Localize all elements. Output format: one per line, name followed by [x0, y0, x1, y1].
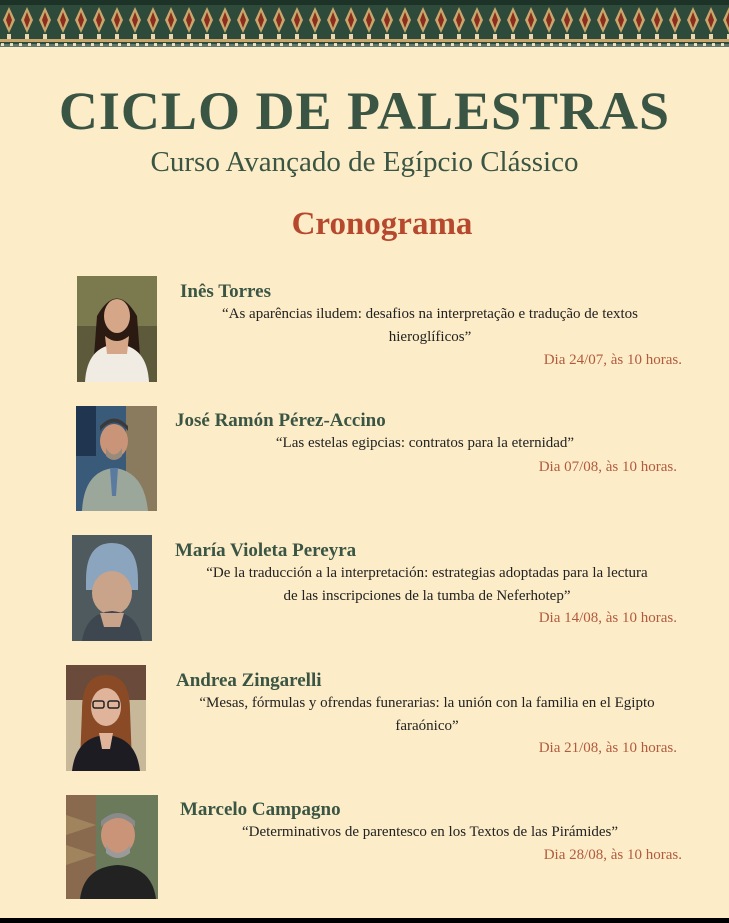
speaker-photo — [76, 406, 157, 511]
page-subtitle: Curso Avançado de Egípcio Clássico — [150, 146, 579, 178]
talk-title-line: “De la traducción a la interpretación: estrategias adoptadas para la lectura — [206, 565, 648, 581]
speaker-photo — [66, 795, 158, 899]
talk-date: Dia 24/07, às 10 horas. — [543, 352, 682, 368]
talk-date: Dia 14/08, às 10 horas. — [538, 610, 677, 626]
talk-title-line: “Mesas, fórmulas y ofrendas funerarias: la unión con la familia en el Egipto — [199, 695, 655, 711]
talk-title — [172, 692, 682, 738]
speaker-name: Andrea Zingarelli — [176, 670, 322, 691]
talk-title — [175, 432, 675, 455]
section-heading: Cronograma — [291, 206, 473, 242]
talk-date: Dia 21/08, às 10 horas. — [538, 740, 677, 756]
talk-date: Dia 28/08, às 10 horas. — [543, 847, 682, 863]
page-title: CICLO DE PALESTRAS — [58, 81, 671, 141]
speaker-photo — [72, 535, 152, 641]
talk-title — [180, 821, 680, 844]
speaker-photo — [77, 276, 157, 382]
talk-title-line: “Determinativos de parentesco en los Textos de las Pirámides” — [241, 824, 619, 840]
talk-title-line: de las inscripciones de la tumba de Neferhotep” — [283, 588, 571, 604]
talk-title — [172, 562, 682, 608]
talk-title-line: “Las estelas egipcias: contratos para la eternidad” — [275, 435, 575, 451]
talk-title-line: faraónico” — [395, 718, 459, 734]
talk-title-line: “As aparências iludem: desafios na interpretação e tradução de textos — [221, 306, 639, 322]
speaker-name: Marcelo Campagno — [180, 799, 341, 820]
speaker-name: José Ramón Pérez-Accino — [175, 410, 386, 431]
speaker-name: María Violeta Pereyra — [175, 540, 357, 561]
decorative-egyptian-border — [0, 0, 729, 47]
talk-title-line: hieroglíficos” — [388, 329, 472, 345]
talk-title — [180, 303, 680, 349]
talk-date: Dia 07/08, às 10 horas. — [538, 459, 677, 475]
speaker-name: Inês Torres — [180, 281, 271, 302]
speaker-photo — [66, 665, 146, 771]
